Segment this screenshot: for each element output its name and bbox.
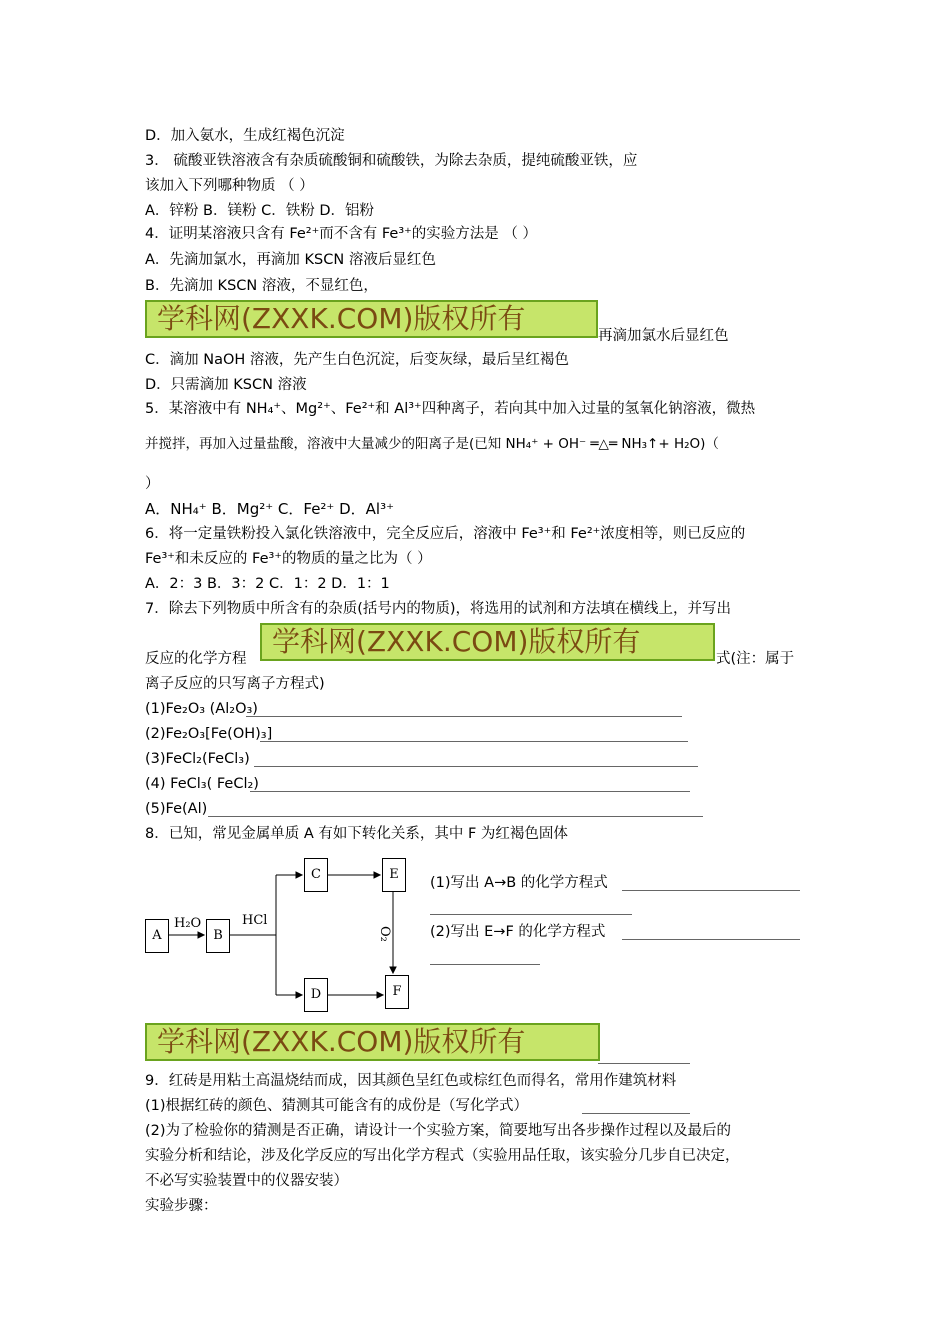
label-h2o: H₂O [174,916,202,931]
answer-line[interactable] [622,939,800,940]
answer-line[interactable] [246,716,682,717]
answer-line[interactable] [260,741,688,742]
watermark: 学科网(ZXXK.COM)版权所有 [145,300,598,338]
q2-option-d: D．加入氨水，生成红褐色沉淀 [145,128,345,144]
q5-stem-cont: 并搅拌，再加入过量盐酸，溶液中大量减少的阳离子是(已知 NH₄⁺ + OH⁻ ═△═ NH₃↑+ H₂O)（ [145,436,719,452]
q4-stem: 4．证明某溶液只含有 Fe²⁺而不含有 Fe³⁺的实验方法是 （ ） [145,226,538,242]
answer-line[interactable] [208,816,703,817]
q3-stem-cont: 该加入下列哪种物质 （ ） [145,178,314,194]
q7-item-4: (4) FeCl₃( FeCl₂) [145,776,259,792]
answer-line[interactable] [622,890,800,891]
answer-line[interactable] [250,791,690,792]
answer-line[interactable] [582,1113,690,1114]
q3-stem: 3． 硫酸亚铁溶液含有杂质硫酸铜和硫酸铁，为除去杂质，提纯硫酸亚铁，应 [145,153,638,169]
q6-stem: 6．将一定量铁粉投入氯化铁溶液中，完全反应后，溶液中 Fe³⁺和 Fe²⁺浓度相等，则已反应的 [145,526,746,542]
q6-options: A．2：3 B．3：2 C．1：2 D．1：1 [145,576,390,592]
q9-stem: 9．红砖是用粘土高温烧结而成，因其颜色呈红色或棕红色而得名，常用作建筑材料 [145,1073,677,1089]
node-b: B [206,919,230,953]
q9-item-1: (1)根据红砖的颜色、猜测其可能含有的成份是（写化学式） [145,1098,529,1114]
q7-stem-cont: 反应的化学方程 [145,651,247,667]
q5-stem-end: ） [145,476,160,492]
steps-label: 实验步骤： [145,1198,218,1214]
q4-option-d: D．只需滴加 KSCN 溶液 [145,377,307,393]
node-d: D [304,978,328,1012]
q3-options: A．锌粉 B．镁粉 C．铁粉 D．铝粉 [145,203,374,219]
q9-item-2: (2)为了检验你的猜测是否正确，请设计一个实验方案，简要地写出各步操作过程以及最后的 [145,1123,732,1139]
node-a: A [145,919,169,953]
q5-options: A．NH₄⁺ B．Mg²⁺ C．Fe²⁺ D．Al³⁺ [145,500,395,518]
answer-line[interactable] [430,914,632,915]
node-e: E [382,858,406,892]
q5-stem: 5．某溶液中有 NH₄⁺、Mg²⁺、Fe²⁺和 Al³⁺四种离子，若向其中加入过量的氢氧化钠溶液，微热 [145,401,756,417]
label-o2: O₂ [377,926,392,942]
node-f: F [385,975,409,1009]
answer-line[interactable] [598,1063,690,1064]
q7-item-1: (1)Fe₂O₃ (Al₂O₃) [145,701,258,717]
q4-option-c: C．滴加 NaOH 溶液，先产生白色沉淀，后变灰绿，最后呈红褐色 [145,352,569,368]
q4-option-b: B．先滴加 KSCN 溶液，不显红色， [145,278,378,294]
watermark: 学科网(ZXXK.COM)版权所有 [260,623,715,661]
q7-item-2: (2)Fe₂O₃[Fe(OH)₃] [145,726,273,742]
q7-stem-end: 离子反应的只写离子方程式) [145,676,325,692]
q6-stem-cont: Fe³⁺和未反应的 Fe³⁺的物质的量之比为（ ） [145,551,432,567]
q9-item-2-cont: 实验分析和结论，涉及化学反应的写出化学方程式（实验用品任取，该实验分几步自已决定， [145,1148,740,1164]
q7-item-3: (3)FeCl₂(FeCl₃) [145,751,250,767]
q4-option-b-cont: 再滴加氯水后显红色 [598,328,729,344]
node-c: C [304,858,328,892]
q7-item-5: (5)Fe(Al) [145,801,208,817]
answer-line[interactable] [254,766,698,767]
q9-item-2-end: 不必写实验装置中的仪器安装） [145,1173,348,1189]
answer-line[interactable] [430,964,540,965]
q7-stem: 7．除去下列物质中所含有的杂质(括号内的物质)，将选用的试剂和方法填在横线上，并写出 [145,601,732,617]
q8-item-1: (1)写出 A→B 的化学方程式 [430,875,608,891]
q7-stem-cont-2: 式(注：属于 [716,651,795,667]
q8-item-2: (2)写出 E→F 的化学方程式 [430,924,606,940]
q4-option-a: A．先滴加氯水，再滴加 KSCN 溶液后显红色 [145,252,436,268]
watermark: 学科网(ZXXK.COM)版权所有 [145,1023,600,1061]
label-hcl: HCl [242,913,268,928]
q8-stem: 8．已知，常见金属单质 A 有如下转化关系，其中 F 为红褐色固体 [145,826,568,842]
